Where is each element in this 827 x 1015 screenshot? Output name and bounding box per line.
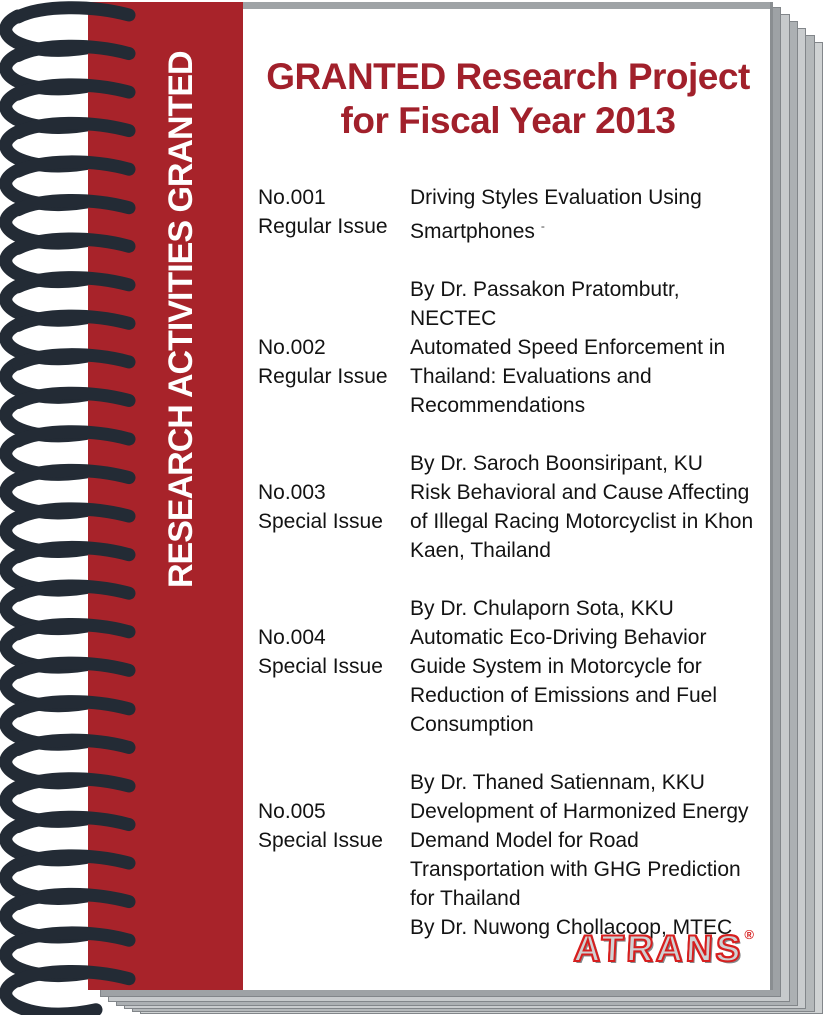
entry-title: Development of Harmonized Energy Demand Model for Road Transportation with GHG Prediction for Thailand (410, 800, 749, 910)
entry-author: By Dr. Chulaporn Sota, KKU (410, 597, 674, 620)
entry-issue-type: Special Issue (258, 829, 383, 852)
spine-vertical-title: RESEARCH ACTIVITIES GRANTED (162, 51, 200, 588)
entry-author: By Dr. Thaned Satiennam, KKU (410, 771, 705, 794)
entry-number: No.001 (258, 186, 326, 209)
project-entry (258, 333, 758, 478)
project-entry (258, 478, 758, 623)
project-entry (258, 623, 758, 797)
page-title (258, 55, 758, 143)
entry-issue-type: Regular Issue (258, 215, 388, 238)
project-list (258, 183, 758, 942)
entry-number: No.002 (258, 336, 326, 359)
entry-label (258, 623, 410, 797)
entry-title (410, 183, 758, 246)
atrans-logo (574, 927, 754, 970)
entry-label (258, 797, 410, 942)
entry-title-text: Driving Styles Evaluation Using Smartphones (410, 186, 702, 243)
registered-mark: ® (744, 927, 754, 942)
entry-label (258, 333, 410, 478)
entry-author: By Dr. Nuwong Chollacoop, MTEC (410, 916, 733, 939)
page-title-line1: GRANTED Research Project (266, 56, 750, 97)
entry-title: Automatic Eco-Driving Behavior Guide System in Motorcycle for Reduction of Emissions and Fuel Consumption (410, 626, 717, 736)
entry-issue-type: Special Issue (258, 510, 383, 533)
entry-author: By Dr. Saroch Boonsiripant, KU (410, 452, 703, 475)
entry-body (410, 797, 758, 942)
entry-number: No.004 (258, 626, 326, 649)
entry-body (410, 623, 758, 797)
entry-title: Risk Behavioral and Cause Affecting of Illegal Racing Motorcyclist in Khon Kaen, Thailand (410, 481, 754, 562)
entry-number: No.003 (258, 481, 326, 504)
entry-number: No.005 (258, 800, 326, 823)
entry-body (410, 333, 758, 478)
footnote-mark: - (540, 219, 545, 233)
red-spine-band (88, 2, 243, 990)
entry-body (410, 478, 758, 623)
cover-page (88, 2, 773, 990)
entry-title: Automated Speed Enforcement in Thailand: Evaluations and Recommendations (410, 336, 726, 417)
entry-author: By Dr. Passakon Pratombutr, NECTEC (410, 278, 680, 330)
project-entry (258, 797, 758, 942)
page-title-line2: for Fiscal Year 2013 (340, 100, 676, 141)
project-entry (258, 183, 758, 333)
entry-issue-type: Regular Issue (258, 365, 388, 388)
atrans-logo-text: ATRANS (572, 928, 745, 969)
cover-content-area (243, 2, 770, 990)
entry-label (258, 183, 410, 333)
entry-issue-type: Special Issue (258, 655, 383, 678)
entry-body (410, 183, 758, 333)
entry-label (258, 478, 410, 623)
